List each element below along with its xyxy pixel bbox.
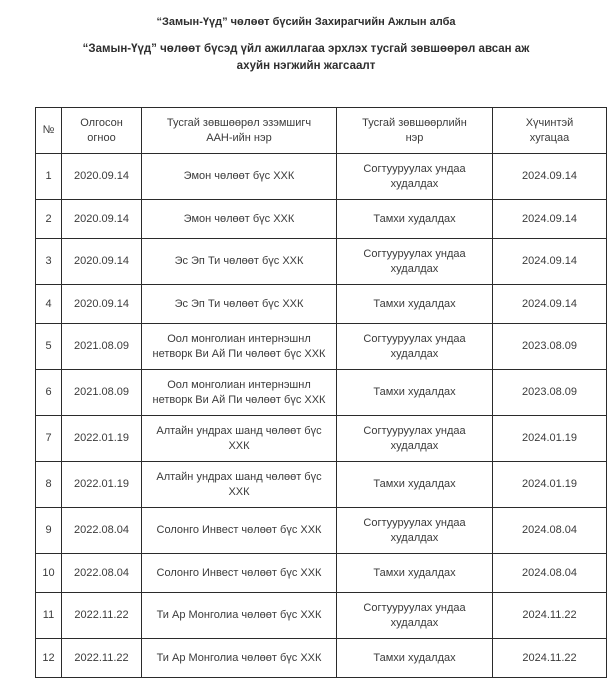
cell-valid-date: 2024.09.14 — [493, 239, 607, 285]
license-table-header — [36, 108, 607, 154]
license-table-body — [36, 154, 607, 678]
cell-row-number: 2 — [36, 200, 62, 239]
cell-row-number: 8 — [36, 462, 62, 508]
column-header-label: Олгосон огноо — [80, 117, 123, 144]
cell-licensee-name: Оол монголиан интернэшнл нетворк Ви Ай Пи чөлөөт бүс ХХК — [142, 324, 337, 370]
cell-valid-date: 2024.09.14 — [493, 200, 607, 239]
cell-row-number: 5 — [36, 324, 62, 370]
document-subtitle — [0, 41, 612, 75]
cell-row-number: 6 — [36, 370, 62, 416]
document-subtitle-line-1: “Замын-Үүд” чөлөөт бүсэд үйл ажиллагаа эрхлэх тусгай зөвшөөрөл авсан аж — [82, 43, 530, 55]
cell-issued-date: 2022.01.19 — [62, 462, 142, 508]
table-row — [36, 416, 607, 462]
cell-license-name: Тамхи худалдах — [337, 462, 493, 508]
cell-license-name: Тамхи худалдах — [337, 285, 493, 324]
table-row — [36, 324, 607, 370]
column-header-label: Тусгай зөвшөөрлийн нэр — [362, 117, 467, 144]
cell-valid-date: 2024.01.19 — [493, 462, 607, 508]
cell-issued-date: 2020.09.14 — [62, 239, 142, 285]
cell-valid-date: 2024.08.04 — [493, 554, 607, 593]
cell-licensee-name: Алтайн ундрах шанд чөлөөт бүс ХХК — [142, 416, 337, 462]
cell-row-number: 3 — [36, 239, 62, 285]
cell-license-name: Согтууруулах ундаа худалдах — [337, 239, 493, 285]
cell-licensee-name: Эс Эп Ти чөлөөт бүс ХХК — [142, 285, 337, 324]
license-table — [35, 107, 607, 678]
cell-issued-date: 2020.09.14 — [62, 285, 142, 324]
cell-issued-date: 2022.11.22 — [62, 593, 142, 639]
cell-valid-date: 2024.11.22 — [493, 593, 607, 639]
col-header-license-name — [337, 108, 493, 154]
cell-licensee-name: Алтайн ундрах шанд чөлөөт бүс ХХК — [142, 462, 337, 508]
column-header-label: Тусгай зөвшөөрөл эзэмшигч ААН-ийн нэр — [166, 117, 312, 144]
cell-row-number: 4 — [36, 285, 62, 324]
cell-row-number: 10 — [36, 554, 62, 593]
column-header-label: № — [42, 124, 55, 137]
table-row — [36, 593, 607, 639]
cell-valid-date: 2024.09.14 — [493, 154, 607, 200]
cell-valid-date: 2024.11.22 — [493, 639, 607, 678]
cell-licensee-name: Эмон чөлөөт бүс ХХК — [142, 154, 337, 200]
table-row — [36, 508, 607, 554]
cell-issued-date: 2020.09.14 — [62, 154, 142, 200]
table-row — [36, 239, 607, 285]
cell-row-number: 1 — [36, 154, 62, 200]
cell-valid-date: 2024.09.14 — [493, 285, 607, 324]
cell-licensee-name: Ти Ар Монголиа чөлөөт бүс ХХК — [142, 639, 337, 678]
col-header-validity — [493, 108, 607, 154]
column-header-label: Хүчинтэй хугацаа — [525, 117, 574, 144]
table-row — [36, 154, 607, 200]
cell-valid-date: 2024.01.19 — [493, 416, 607, 462]
cell-valid-date: 2023.08.09 — [493, 370, 607, 416]
table-row — [36, 639, 607, 678]
header-row — [36, 108, 607, 154]
cell-valid-date: 2024.08.04 — [493, 508, 607, 554]
cell-license-name: Согтууруулах ундаа худалдах — [337, 593, 493, 639]
cell-licensee-name: Солонго Инвест чөлөөт бүс ХХК — [142, 508, 337, 554]
cell-license-name: Согтууруулах ундаа худалдах — [337, 508, 493, 554]
cell-license-name: Тамхи худалдах — [337, 370, 493, 416]
document-title: “Замын-Үүд” чөлөөт бүсийн Захирагчийн Ажлын алба — [156, 16, 456, 28]
cell-issued-date: 2022.08.04 — [62, 508, 142, 554]
cell-row-number: 12 — [36, 639, 62, 678]
cell-valid-date: 2023.08.09 — [493, 324, 607, 370]
col-header-number — [36, 108, 62, 154]
cell-licensee-name: Солонго Инвест чөлөөт бүс ХХК — [142, 554, 337, 593]
cell-row-number: 9 — [36, 508, 62, 554]
col-header-licensee-name — [142, 108, 337, 154]
cell-issued-date: 2022.08.04 — [62, 554, 142, 593]
cell-row-number: 11 — [36, 593, 62, 639]
cell-issued-date: 2021.08.09 — [62, 370, 142, 416]
cell-license-name: Согтууруулах ундаа худалдах — [337, 154, 493, 200]
cell-issued-date: 2022.11.22 — [62, 639, 142, 678]
cell-license-name: Тамхи худалдах — [337, 554, 493, 593]
cell-licensee-name: Ти Ар Монголиа чөлөөт бүс ХХК — [142, 593, 337, 639]
cell-issued-date: 2022.01.19 — [62, 416, 142, 462]
cell-licensee-name: Оол монголиан интернэшнл нетворк Ви Ай Пи чөлөөт бүс ХХК — [142, 370, 337, 416]
table-row — [36, 285, 607, 324]
col-header-issued-date — [62, 108, 142, 154]
table-row — [36, 200, 607, 239]
cell-issued-date: 2020.09.14 — [62, 200, 142, 239]
cell-license-name: Согтууруулах ундаа худалдах — [337, 416, 493, 462]
cell-license-name: Согтууруулах ундаа худалдах — [337, 324, 493, 370]
cell-licensee-name: Эмон чөлөөт бүс ХХК — [142, 200, 337, 239]
document-subtitle-line-2: ахуйн нэгжийн жагсаалт — [236, 60, 376, 72]
cell-row-number: 7 — [36, 416, 62, 462]
table-row — [36, 462, 607, 508]
cell-license-name: Тамхи худалдах — [337, 200, 493, 239]
table-row — [36, 370, 607, 416]
cell-licensee-name: Эс Эп Ти чөлөөт бүс ХХК — [142, 239, 337, 285]
table-row — [36, 554, 607, 593]
cell-issued-date: 2021.08.09 — [62, 324, 142, 370]
cell-license-name: Тамхи худалдах — [337, 639, 493, 678]
